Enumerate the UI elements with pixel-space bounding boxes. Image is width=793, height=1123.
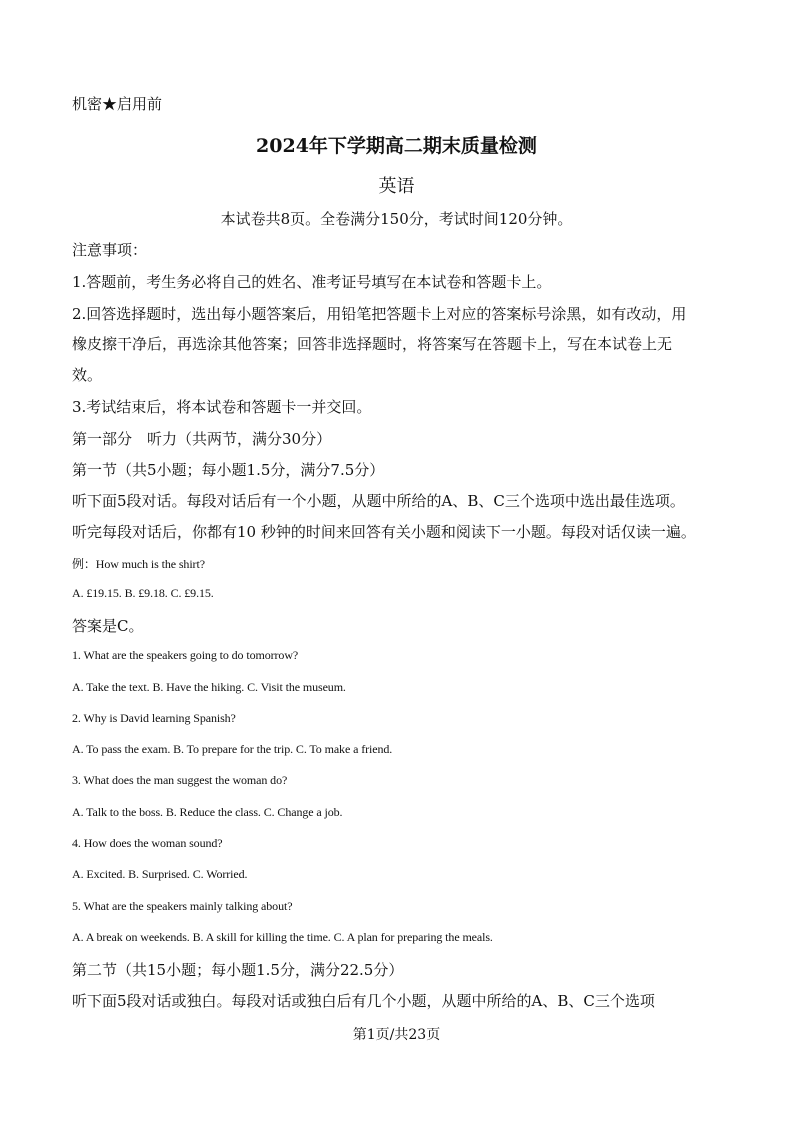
question-3-options: A. Talk to the boss. B. Reduce the class. C. Change a job. [72, 805, 343, 819]
section1-instruction-line-2: 听完每段对话后，你都有10 秒钟的时间来回答有关小题和阅读下一小题。每段对话仅读一遍。 [72, 523, 696, 541]
note-2-line-3: 效。 [72, 366, 103, 384]
section1-heading: 第一节（共5小题；每小题1.5分，满分7.5分） [72, 461, 385, 479]
part1-heading: 第一部分 听力（共两节，满分30分） [72, 430, 332, 448]
question-5-options: A. A break on weekends. B. A skill for killing the time. C. A plan for preparing the meals. [72, 930, 493, 944]
section2-heading: 第二节（共15小题；每小题1.5分，满分22.5分） [72, 961, 404, 979]
example-answer: 答案是C。 [72, 617, 144, 635]
exam-title: 2024年下学期高二期末质量检测 [256, 135, 537, 157]
note-1: 1.答题前，考生务必将自己的姓名、准考证号填写在本试卷和答题卡上。 [72, 273, 552, 291]
question-2-options: A. To pass the exam. B. To prepare for the trip. C. To make a friend. [72, 742, 393, 756]
section1-instruction-line-1: 听下面5段对话。每段对话后有一个小题，从题中所给的A、B、C三个选项中选出最佳选项。 [72, 492, 685, 510]
question-1: 1. What are the speakers going to do tomorrow? [72, 648, 299, 662]
question-2: 2. Why is David learning Spanish? [72, 711, 236, 725]
section2-instruction-line-1: 听下面5段对话或独白。每段对话或独白后有几个小题，从题中所给的A、B、C三个选项 [72, 992, 655, 1010]
note-2-line-1: 2.回答选择题时，选出每小题答案后，用铅笔把答题卡上对应的答案标号涂黑，如有改动，用 [72, 305, 687, 323]
subject-title: 英语 [378, 176, 415, 197]
notes-heading: 注意事项： [72, 241, 148, 259]
question-4: 4. How does the woman sound? [72, 836, 223, 850]
question-5: 5. What are the speakers mainly talking about? [72, 899, 293, 913]
exam-info: 本试卷共8页。全卷满分150分，考试时间120分钟。 [220, 210, 573, 228]
confidential-label: 机密★启用前 [72, 95, 163, 113]
example-question: 例：How much is the shirt? [72, 557, 205, 571]
page-footer: 第1页/共23页 [352, 1027, 441, 1043]
note-2-line-2: 橡皮擦干净后，再选涂其他答案；回答非选择题时，将答案写在答题卡上，写在本试卷上无 [72, 335, 673, 353]
note-3: 3.考试结束后，将本试卷和答题卡一并交回。 [72, 398, 372, 416]
question-3: 3. What does the man suggest the woman do? [72, 773, 288, 787]
question-4-options: A. Excited. B. Surprised. C. Worried. [72, 867, 248, 881]
example-options: A. £19.15. B. £9.18. C. £9.15. [72, 586, 214, 600]
question-1-options: A. Take the text. B. Have the hiking. C. Visit the museum. [72, 680, 346, 694]
